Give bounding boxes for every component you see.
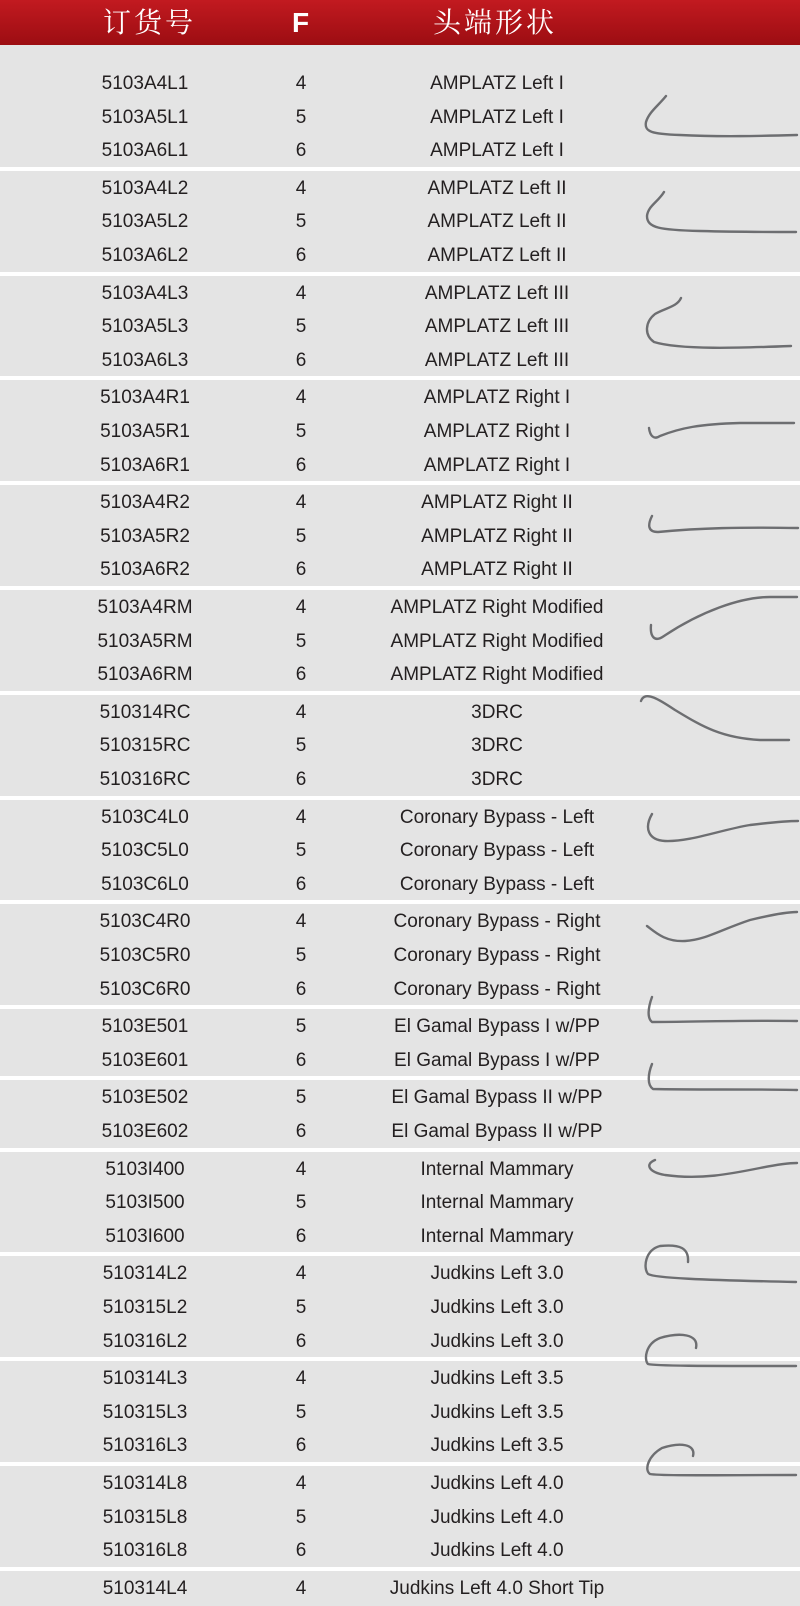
order-number-cell: 510314L8 [102, 1473, 188, 1494]
order-number-cell: 5103I600 [105, 1225, 185, 1247]
tip-shape-name-cell: Judkins Left 3.0 [430, 1330, 564, 1352]
french-size-cell: 6 [295, 349, 307, 371]
order-number-cell: 510315L2 [102, 1297, 188, 1318]
french-size-cell: 6 [295, 1540, 307, 1562]
tip-shape-name-cell: El Gamal Bypass I w/PP [394, 1016, 600, 1038]
tip-shape-name-cell: AMPLATZ Left I [430, 140, 564, 162]
french-size-cell: 6 [295, 978, 307, 1000]
tip-shape-name-cell: AMPLATZ Right II [421, 525, 573, 547]
tip-shape-name-cell: 3DRC [471, 701, 523, 723]
french-size-cell: 5 [295, 211, 307, 233]
tip-shape-el-gamal-bypass-1 [649, 997, 797, 1022]
tip-shape-name-cell: AMPLATZ Left I [430, 73, 564, 94]
french-size-cell: 5 [295, 1087, 307, 1109]
order-number-cell: 5103C4R0 [99, 911, 191, 933]
french-size-cell: 5 [295, 630, 307, 652]
french-size-cell: 5 [295, 945, 307, 966]
french-size-cell: 6 [295, 664, 307, 686]
tip-shape-name-cell: 3DRC [471, 769, 523, 790]
order-number-cell: 5103A6L1 [101, 140, 189, 162]
french-size-cell: 4 [295, 282, 307, 304]
french-size-cell: 5 [295, 1506, 307, 1528]
french-size-cell: 5 [295, 1401, 307, 1423]
tip-shape-el-gamal-bypass-2 [649, 1064, 797, 1090]
tip-shape-coronary-bypass-right [647, 912, 797, 941]
tip-shape-judkins-left-3-0 [646, 1246, 796, 1282]
tip-shape-internal-mammary [649, 1160, 797, 1177]
tip-shape-name-cell: 3DRC [471, 735, 523, 757]
tip-shape-name-cell: Internal Mammary [420, 1158, 574, 1180]
header-french-size: F [292, 7, 310, 38]
order-number-cell: 5103A5R1 [100, 421, 190, 442]
tip-shape-amplatz-left-2 [647, 192, 796, 232]
order-number-cell: 510315L3 [102, 1401, 188, 1423]
tip-shape-name-cell: Judkins Left 4.0 [430, 1540, 564, 1562]
tip-shape-amplatz-right-1 [649, 423, 794, 438]
order-number-cell: 5103E602 [101, 1121, 189, 1142]
header-tip-shape: 头端形状 [433, 6, 558, 39]
order-number-cell: 5103E601 [101, 1049, 189, 1071]
order-number-cell: 5103C6R0 [99, 978, 191, 1000]
tip-shape-name-cell: Judkins Left 4.0 Short Tip [389, 1577, 605, 1599]
order-number-cell: 5103I500 [105, 1192, 185, 1214]
tip-shape-name-cell: AMPLATZ Right II [421, 559, 573, 581]
tip-shape-name-cell: Coronary Bypass - Right [393, 911, 601, 933]
order-number-cell: 510316L3 [102, 1435, 188, 1457]
order-number-cell: 5103A4RM [97, 597, 193, 618]
order-number-cell: 5103A6L3 [101, 349, 189, 371]
order-number-cell: 5103A4L1 [101, 73, 189, 94]
order-number-cell: 5103I400 [105, 1158, 185, 1180]
tip-shape-name-cell: Judkins Left 4.0 [430, 1506, 564, 1528]
tip-shape-name-cell: Coronary Bypass - Left [399, 806, 595, 828]
order-number-cell: 510314RC [99, 701, 191, 723]
order-number-cell: 5103A6L2 [101, 245, 189, 266]
french-size-cell: 5 [295, 735, 307, 757]
french-size-cell: 6 [295, 245, 307, 266]
french-size-cell: 6 [295, 454, 307, 476]
tip-shape-3drc [641, 696, 789, 740]
tip-shape-name-cell: AMPLATZ Left III [424, 349, 570, 371]
order-number-cell: 510315L8 [102, 1506, 188, 1528]
order-number-cell: 5103A5L2 [101, 211, 189, 233]
order-number-cell: 5103E502 [101, 1087, 189, 1109]
tip-shape-name-cell: Coronary Bypass - Left [399, 840, 595, 862]
order-number-cell: 5103C6L0 [101, 873, 189, 895]
tip-shape-name-cell: AMPLATZ Right Modified [390, 597, 604, 618]
order-number-cell: 5103C4L0 [101, 806, 189, 828]
tip-shape-name-cell: AMPLATZ Right Modified [390, 630, 604, 652]
order-number-cell: 510316L8 [102, 1540, 188, 1562]
french-size-cell: 4 [295, 911, 307, 933]
tip-shape-name-cell: AMPLATZ Left II [427, 211, 567, 233]
french-size-cell: 5 [295, 1016, 307, 1038]
tip-shape-name-cell: AMPLATZ Left II [427, 177, 567, 199]
order-number-cell: 5103A5L1 [101, 106, 189, 128]
tip-shape-name-cell: AMPLATZ Right I [423, 387, 571, 409]
french-size-cell: 5 [295, 1297, 307, 1318]
french-size-cell: 5 [295, 421, 307, 442]
tip-shape-name-cell: Judkins Left 3.5 [430, 1435, 564, 1457]
tip-shape-name-cell: AMPLATZ Left III [424, 282, 570, 304]
tip-shape-judkins-left-3-5 [646, 1335, 796, 1366]
order-number-cell: 5103A4L3 [101, 282, 189, 304]
french-size-cell: 4 [295, 1473, 307, 1494]
tip-shape-name-cell: Internal Mammary [420, 1192, 574, 1214]
french-size-cell: 4 [295, 492, 307, 514]
tip-shape-name-cell: AMPLATZ Right I [423, 454, 571, 476]
tip-shape-name-cell: AMPLATZ Right II [421, 492, 573, 514]
french-size-cell: 5 [295, 840, 307, 862]
order-number-cell: 5103A5L3 [101, 316, 189, 338]
tip-shape-amplatz-right-2 [649, 516, 798, 532]
group-separator [0, 1567, 800, 1571]
order-number-cell: 5103A4R2 [100, 492, 190, 514]
tip-shape-name-cell: AMPLATZ Left I [430, 106, 564, 128]
order-number-cell: 510314L2 [102, 1263, 188, 1285]
order-number-cell: 5103A6R1 [100, 454, 190, 476]
order-number-cell: 5103A6RM [97, 664, 193, 686]
french-size-cell: 5 [295, 316, 307, 338]
tip-shape-name-cell: AMPLATZ Left III [424, 316, 570, 338]
order-number-cell: 510314L3 [102, 1368, 188, 1390]
tip-shape-name-cell: El Gamal Bypass I w/PP [394, 1049, 600, 1071]
french-size-cell: 6 [295, 1121, 307, 1142]
order-number-cell: 5103A4R1 [100, 387, 190, 409]
tip-shape-name-cell: Coronary Bypass - Left [399, 873, 595, 895]
table-row [0, 1572, 640, 1606]
tip-shape-name-cell: Coronary Bypass - Right [393, 978, 601, 1000]
order-number-cell: 5103C5R0 [99, 945, 191, 966]
header-order-number: 订货号 [103, 6, 197, 39]
french-size-cell: 5 [295, 106, 307, 128]
tip-shape-name-cell: AMPLATZ Left II [427, 245, 567, 266]
french-size-cell: 4 [295, 701, 307, 723]
french-size-cell: 4 [295, 177, 307, 199]
tip-shape-name-cell: Judkins Left 3.5 [430, 1368, 564, 1390]
order-number-cell: 510316RC [99, 769, 191, 790]
tip-shape-name-cell: AMPLATZ Right I [423, 421, 571, 442]
french-size-cell: 6 [295, 1435, 307, 1457]
french-size-cell: 5 [295, 1192, 307, 1214]
french-size-cell: 6 [295, 873, 307, 895]
french-size-cell: 4 [295, 1368, 307, 1390]
order-number-cell: 5103A5RM [97, 630, 193, 652]
tip-shape-judkins-left-4-0 [647, 1445, 796, 1476]
order-number-cell: 5103C5L0 [101, 840, 189, 862]
tip-shape-name-cell: Coronary Bypass - Right [393, 945, 601, 966]
french-size-cell: 6 [295, 559, 307, 581]
order-number-cell: 5103A6R2 [100, 559, 190, 581]
french-size-cell: 4 [295, 597, 307, 618]
tip-shape-name-cell: Internal Mammary [420, 1225, 574, 1247]
tip-shape-amplatz-right-modified [651, 597, 797, 639]
order-number-cell: 5103E501 [101, 1016, 189, 1038]
french-size-cell: 6 [295, 1330, 307, 1352]
order-number-cell: 5103A4L2 [101, 177, 189, 199]
order-number-cell: 510314L4 [102, 1577, 188, 1599]
tip-shape-name-cell: El Gamal Bypass II w/PP [391, 1087, 603, 1109]
tip-shape-name-cell: AMPLATZ Right Modified [390, 664, 604, 686]
tip-shape-name-cell: Judkins Left 4.0 [430, 1473, 564, 1494]
tip-shape-amplatz-left-1 [646, 96, 797, 136]
tip-shape-name-cell: Judkins Left 3.0 [430, 1297, 564, 1318]
tip-shape-name-cell: Judkins Left 3.5 [430, 1401, 564, 1423]
french-size-cell: 4 [295, 1577, 307, 1599]
french-size-cell: 4 [295, 73, 307, 94]
french-size-cell: 6 [295, 1225, 307, 1247]
order-number-cell: 510316L2 [102, 1330, 188, 1352]
french-size-cell: 6 [295, 1049, 307, 1071]
french-size-cell: 6 [295, 769, 307, 790]
french-size-cell: 4 [295, 806, 307, 828]
tip-shape-name-cell: Judkins Left 3.0 [430, 1263, 564, 1285]
order-number-cell: 510315RC [99, 735, 191, 757]
french-size-cell: 4 [295, 1263, 307, 1285]
french-size-cell: 6 [295, 140, 307, 162]
tip-shape-coronary-bypass-left [648, 814, 798, 841]
tip-shape-amplatz-left-3 [647, 298, 791, 348]
order-number-cell: 5103A5R2 [100, 525, 190, 547]
french-size-cell: 4 [295, 1158, 307, 1180]
french-size-cell: 5 [295, 525, 307, 547]
french-size-cell: 4 [295, 387, 307, 409]
tip-shape-name-cell: El Gamal Bypass II w/PP [391, 1121, 603, 1142]
